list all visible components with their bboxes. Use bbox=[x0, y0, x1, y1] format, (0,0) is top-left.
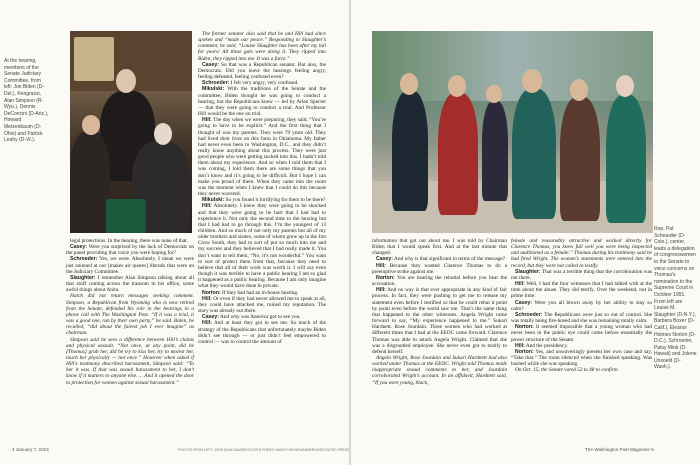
paragraph: Hill: Well, I had the four witnesses that I had talked with at the time about the abuse. They did testify. Over the weekend, not in prime time. bbox=[511, 281, 652, 300]
paragraph: Mikulski: With the traditions of the Senate and the committee, Biden thought he was going to conduct a hearing, but the Republicans knew — led by Arlen Specter — that they were going to conduct a trial. And Professor Hill would be the one on trial. bbox=[198, 86, 326, 118]
article-column-1 bbox=[66, 238, 194, 386]
paragraph: Hill: Because they wanted Clarence Thomas to do a preemptive strike against me. bbox=[372, 262, 507, 275]
paragraph: On Oct. 15, the Senate voted 52 to 48 to confirm bbox=[515, 367, 618, 374]
photo-credit: PHOTOS FROM LEFT: JOHN DUNCAN/ASSOCIATED PRESS; MARCY NIGHSWANDER/ASSOCIATED PRESS bbox=[178, 448, 350, 452]
paragraph: legal protections. In the hearing, there was none of that. bbox=[70, 238, 188, 244]
paragraph: Norton: It seemed impossible that a young woman who had never been in the public eye could come before essentially the power structure of the Senate. bbox=[511, 324, 652, 343]
congresswomen-photo bbox=[372, 31, 653, 233]
paragraph: Hill: And no way is that ever appropriate in any kind of fair process. In fact, they were pushing to get me to release my statement even before I testified so that he could rebut it point by point even before the world saw me. That’s the same thing that happened to the other witnesses. Angela Wright came forward to say, “My experience happened to me.” Sukari Hardnett. Rose Jourdain. Three women who had worked at different times that I had at the EEOC came forward. Clarence Thomas was able to attack Angela Wright. Claimed that she was a disgruntled employee. She never even got to testify to defend herself. bbox=[372, 287, 507, 355]
paragraph: Simpson said he sees a difference between Hill’s claims and physical assault. “Not once, at any point, did he [Thomas] grab her, did he try to kiss her, try to molest her, touch her physically — not once.” However when asked if Hill’s testimony described harassment, Simpson said: “To her it was. If that was sexual harassment to her, I don’t know if it matters to anyone else. ... And it opened the door to protection for women against sexual harassment.” bbox=[66, 336, 194, 386]
paragraph: Slaughter: That was a terrible thing that the corroboration was not there. bbox=[511, 268, 652, 281]
paragraph: Norton: Yes, and unwaveringly present her own case and say, “Take that.” The room silenced when she finished speaking. Was hushed while she was speaking. bbox=[511, 348, 652, 368]
paragraph: female and reasonably attractive and worked directly for Clarence Thomas, you knew full well you were being inspected and auditioned as a female.” Thomas during his testimony said he had fired Wright. The women’s statements were entered into the record, but they were not called to testify. bbox=[511, 238, 652, 269]
paragraph: Schroeder: The Republicans were just so out of control. She was totally being fire-hosed and she was remaining totally calm. bbox=[511, 311, 652, 325]
paragraph: Casey: Were you surprised by the lack of Democrats on the panel providing that voice you were hoping for? bbox=[66, 244, 194, 257]
page-folio-right: The Washington Post Magazine 5 bbox=[585, 447, 654, 452]
paragraph: Schroeder: I felt very angry, very confused. bbox=[202, 80, 299, 87]
senate-committee-photo bbox=[70, 31, 192, 233]
paragraph: Angela Wright, Rose Jourdain and Sukari Hardnett had also worked under Thomas at the EEOC. Wright told Thomas made inappropriate sexual comments to her, and Jourdain corroborated Wright’s account. In an affidavit, Hardnett said, “If you were young, black, bbox=[372, 354, 507, 386]
page-folio-left: 4 January 7, 2024 bbox=[12, 447, 49, 452]
paragraph: Hill: Absolutely. I knew they were going to be shocked and that they were going to be hurt that I had had to experience it. Not only the second time to the hearing but that I had had to go through this. I’m the youngest of 13 children. And so much of not only my parents but all of my older brothers and sisters, some of whom grew up in the Jim Crow South, they had to sort of put so much into me and my success and they believed that I had really made it. You don’t want to tell them, “No, it’s not wonderful.” You want to sort of protect them from that, because they need to believe that all of their work was worth it. I will say even though it was terrible to have a public hearing I am so glad it happened as a public hearing. Because I am only imagine what they would have done in private. bbox=[198, 203, 326, 290]
paragraph: Casey: Were you all blown away by her ability to stay so calm? bbox=[511, 299, 652, 312]
paragraph: Norton: You are hearing the rebuttal before you hear the accusation. bbox=[372, 274, 507, 288]
paragraph: Casey: So that was a Republican senator. But also, the Democrats. Did you leave the hearings feeling angry, feeling defeated, feeling confused even? bbox=[198, 61, 326, 81]
paragraph: Norton: If they had had an in-house hearing. bbox=[202, 289, 299, 296]
paragraph: Slaughter: I remember Alan Simpson talking about all that stuff coming across the transom in his office, some awful things about Anita. bbox=[66, 274, 194, 294]
article-column-2 bbox=[198, 31, 326, 345]
paragraph: Hatch did not return messages seeking comment. Simpson, a Republican from Wyoming who is now retired from the Senate, defended his role in the hearings in a phone call with The Washington Post. “If it was a trial, it was a good one, run by their own party,” he said. Biden, he recalled, “did about the fairest job I ever imagine” as chairman. bbox=[66, 293, 194, 337]
article-column-4 bbox=[511, 238, 652, 373]
photo-caption-left: At the hearing, members of the Senate Judiciary Committee, from left: Joe Biden (D-Del.), Kengrassi, Alan Simpson (R-Wyo.), Dennis DeConcini (D-Ariz.), Howard Metzenbaum (D-Ohio) and Patrick Leahy (D-Vt.). bbox=[4, 58, 49, 144]
article-column-3 bbox=[372, 238, 507, 386]
paragraph: Hill: Or even if they had never allowed me to speak at all, they could have attacked me, ruined my reputation. The story was already out there. bbox=[198, 295, 326, 315]
paragraph: The former senator also said that he and Hill had since spoken and “made our peace.” Responding to Slaughter’s comment, he said, “Louise Slaughter has been after my tail for years! All these gals were doing it. They ripped into Biden, they ripped into me. It was a farce.” bbox=[198, 31, 326, 62]
paragraph: information that got out about me. I was told by Chairman Biden that I would speak first. And at the last minute that changed. bbox=[372, 238, 507, 257]
paragraph: Casey: And why is that significant in terms of the message? bbox=[376, 256, 506, 263]
paragraph: Casey: And why was America got to see you. bbox=[202, 314, 301, 321]
paragraph: Mikulski: So you found it fortifying for them to be there? bbox=[202, 197, 326, 204]
photo-caption-right: Rep. Pat Schroeder (D-Colo.), center, leads a delegation of congresswomen to the Senate to voice concerns on Thomas's nomination to the Supreme Court in October 1991. From left are Louise M. Slaughter (D-N.Y.), Barbara Boxer (D-Calif.), Eleanor Holmes Norton (D-D.C.), Schroeder, Patsy Mink (D-Hawaii) and Jolene Unsoeld (D-Wash.). bbox=[654, 226, 697, 371]
paragraph: Hill: And the presidency. bbox=[515, 342, 569, 349]
paragraph: Hill: The day when we were preparing, they said, “You’re going to have to be explicit.” And the first thing that I thought of was my parents. They were 79 years old. They had lived their lives on this farm in Oklahoma. My father had never even been to Washington, D.C., and they didn’t really know anything about this process. They were just good people who were getting sucked into this. I hadn’t told them about my experience. And so when I told them that I was coming, I told them there are some things that you don’t know and it’s going to be difficult. But I hope I can make you proud of them. When they came into the room was the moment when I knew that I could do this because they never wavered. bbox=[198, 117, 326, 198]
page-gutter bbox=[349, 0, 351, 465]
paragraph: Schroeder: Yes, we were. Absolutely. I mean we were just stunned at our [makes air quotes] liberals that were on the Judiciary Committee. bbox=[66, 256, 194, 275]
paragraph: Hill: And at least they got to see me. So much of the strategy of the Republicans that unfortunately maybe Biden didn’t see through — or just didn’t feel empowered to control — was to control the amount of bbox=[198, 320, 326, 345]
